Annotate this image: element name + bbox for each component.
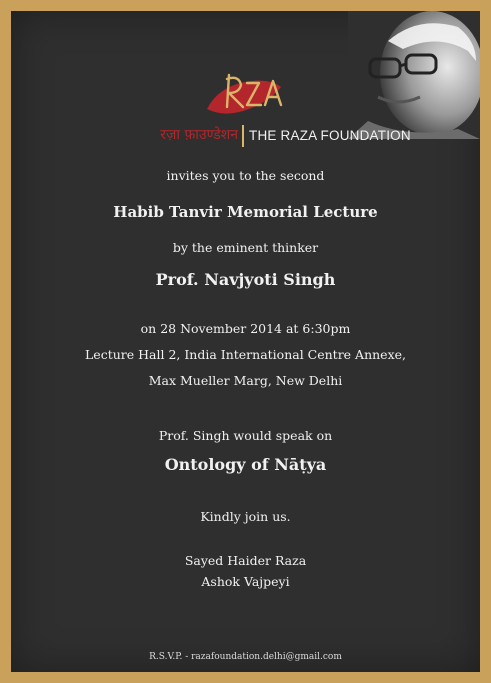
event-title: Habib Tanvir Memorial Lecture <box>113 203 378 221</box>
invitation-card <box>11 11 480 672</box>
raza-logo-icon <box>199 67 299 127</box>
intro-text: invites you to the second <box>166 168 325 183</box>
closing-text: Kindly join us. <box>200 509 291 524</box>
venue-line-1: Lecture Hall 2, India International Centre Annexe, <box>85 347 406 362</box>
host-name-1: Sayed Haider Raza <box>184 553 307 568</box>
organization-name <box>11 125 480 149</box>
org-name-hindi: रज़ा फ़ाउण्डेशन <box>160 127 238 143</box>
org-divider <box>242 125 244 147</box>
speaker-name: Prof. Navjyoti Singh <box>155 270 336 289</box>
portrait-photo <box>348 11 480 139</box>
org-name-english: THE RAZA FOUNDATION <box>249 128 411 143</box>
lecture-topic: Ontology of Nāṭya <box>164 455 327 474</box>
venue-line-2: Max Mueller Marg, New Delhi <box>148 373 343 388</box>
rsvp-email[interactable]: R.S.V.P. - razafoundation.delhi@gmail.com <box>149 652 342 662</box>
speaker-intro: by the eminent thinker <box>172 240 319 255</box>
topic-intro: Prof. Singh would speak on <box>158 428 333 443</box>
event-date-time: on 28 November 2014 at 6:30pm <box>140 321 351 336</box>
host-name-2: Ashok Vajpeyi <box>201 574 290 589</box>
